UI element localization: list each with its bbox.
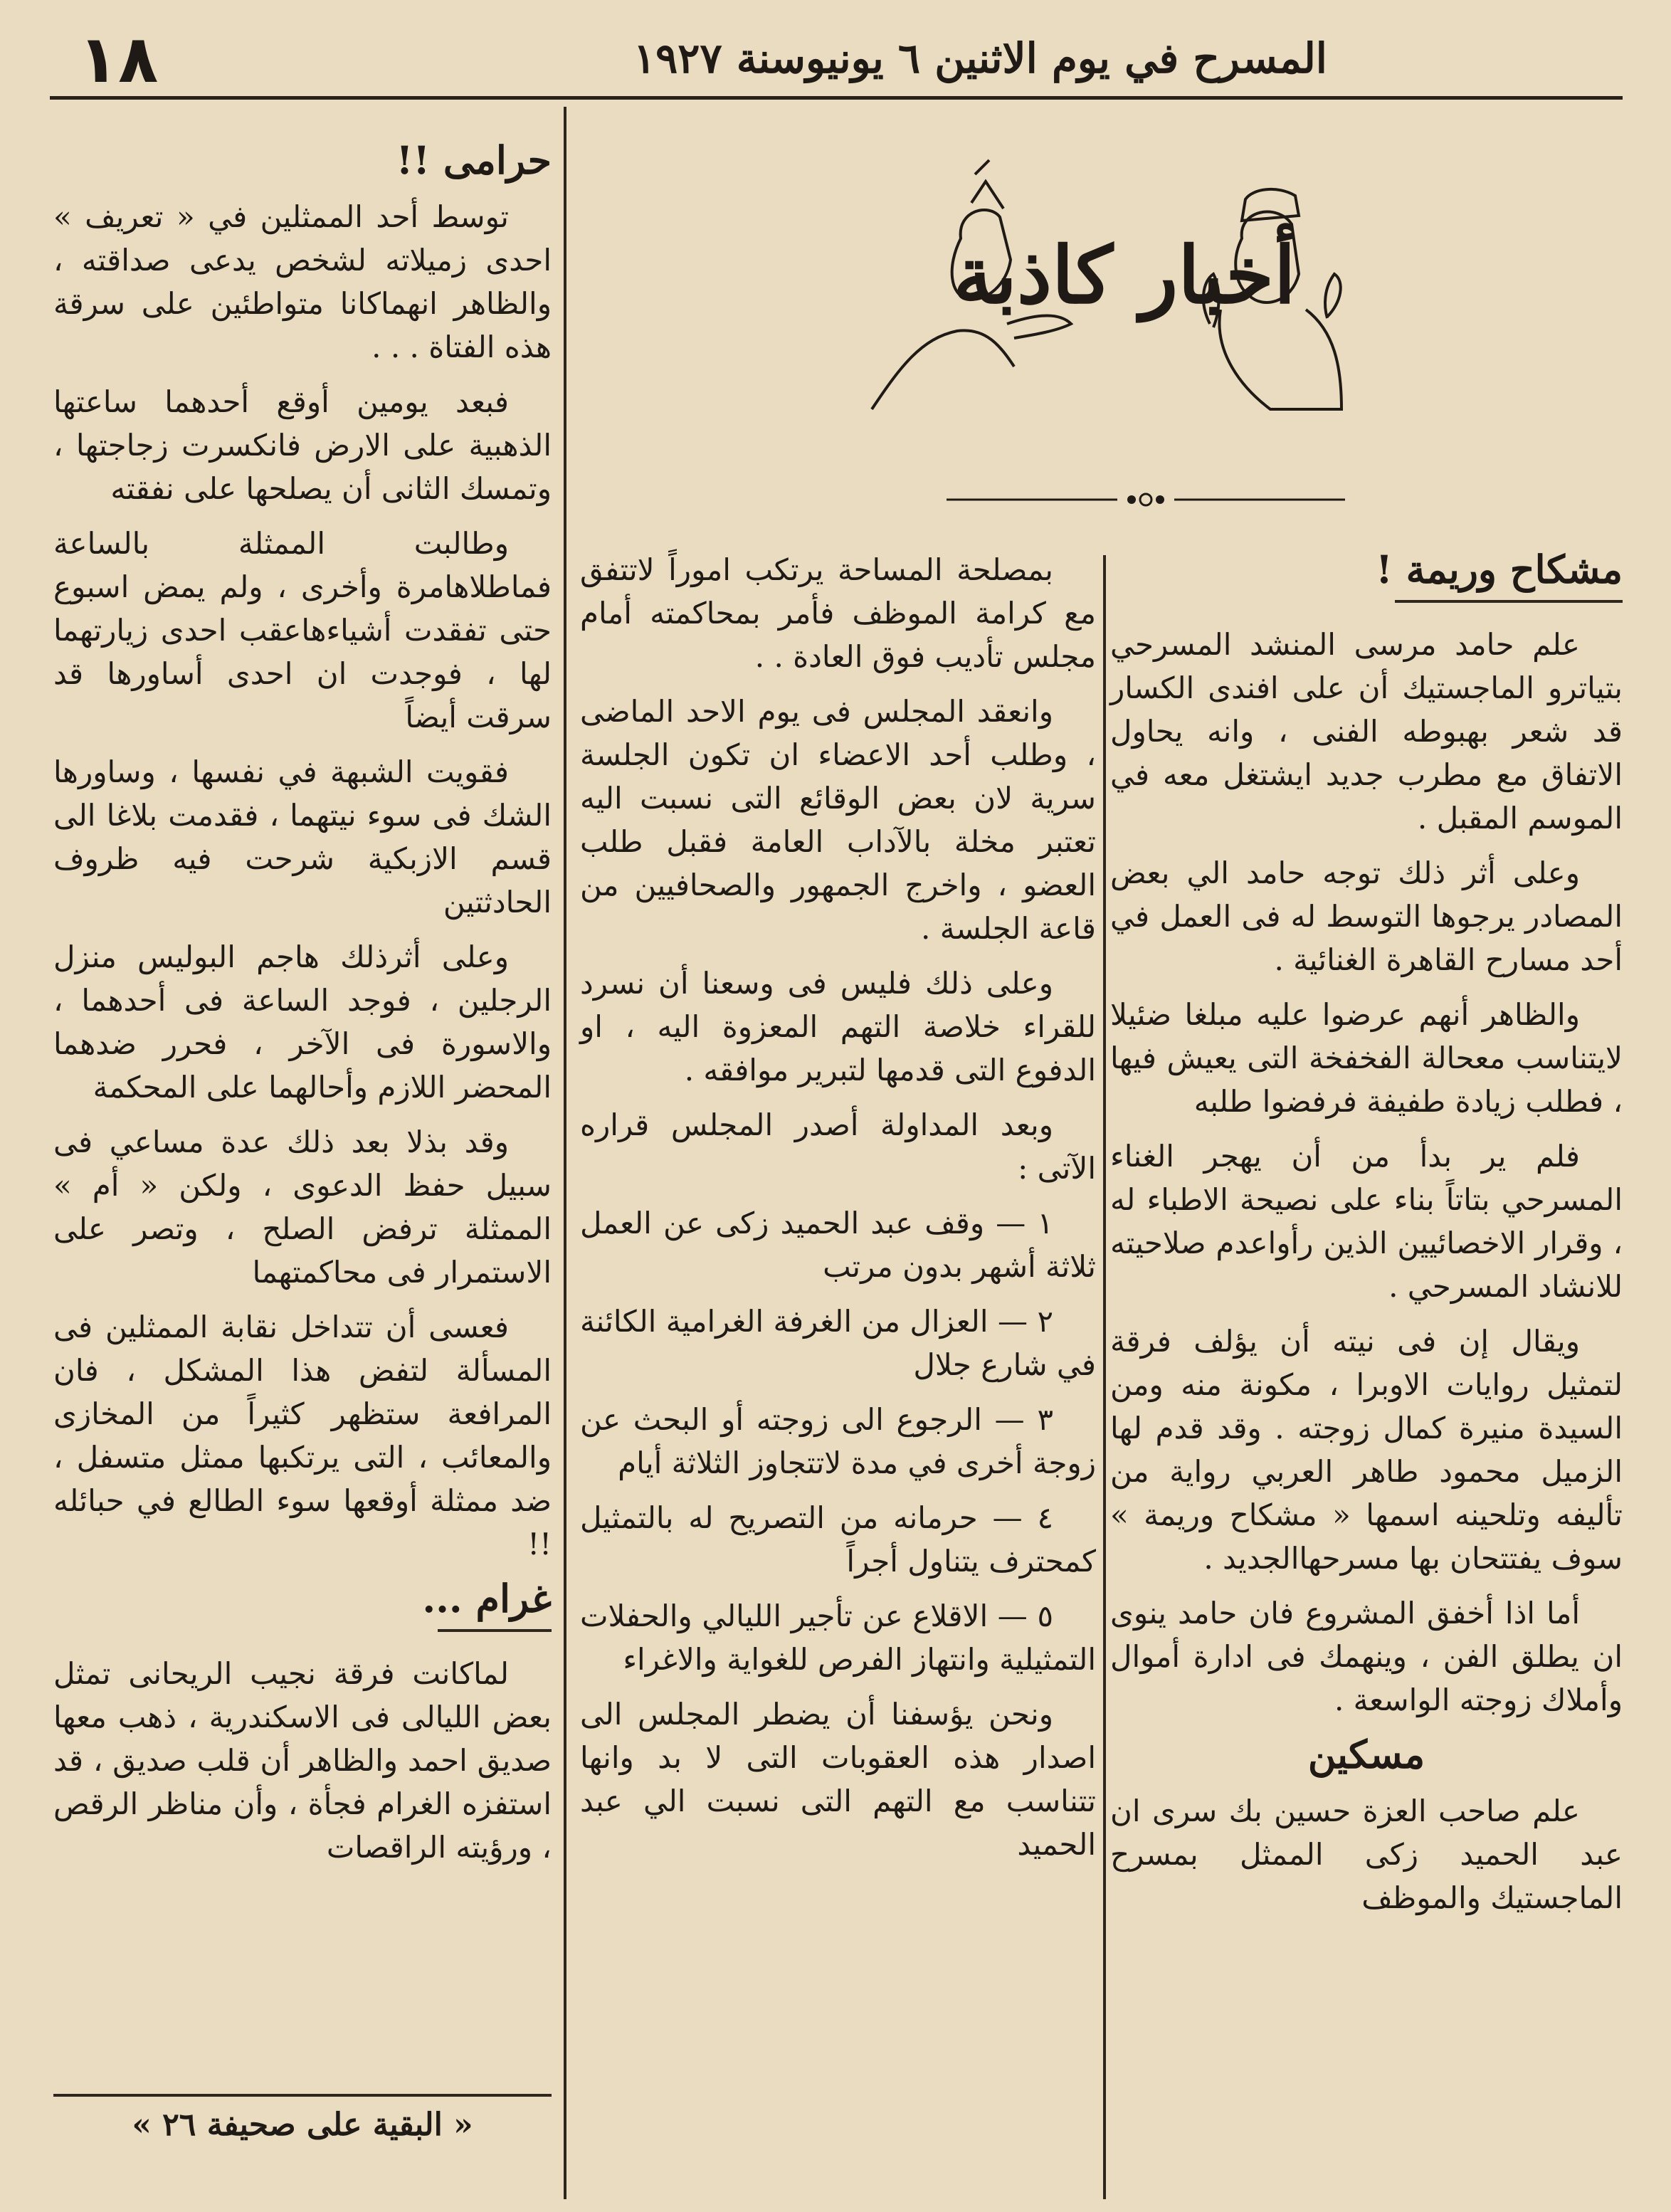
ornament-divider	[947, 491, 1345, 508]
paragraph: علم حامد مرسى المنشد المسرحي بتياترو الماجستيك أن على افندى الكسار قد شعر بهبوطه الفنى ، وانه يحاول الاتفاق مع مطرب جديد ايشتغل معه في الموسم المقبل .	[1110, 627, 1623, 836]
page-number: ١٨	[78, 21, 159, 98]
paragraph: وعلى أثرذلك هاجم البوليس منزل الرجلين ، فوجد الساعة فى أحدهما ، والاسورة فى الآخر ، فحرر ضدهما المحضر اللازم وأحالهما على المحكمة	[53, 939, 552, 1105]
paragraph: بمصلحة المساحة يرتكب اموراً لاتتفق مع كرامة الموظف فأمر بمحاكمته أمام مجلس تأديب فوق العادة . .	[580, 552, 1096, 674]
paragraph: وعلى ذلك فليس فى وسعنا أن نسرد للقراء خلاصة التهم المعزوة اليه ، او الدفوع التى قدمها لتبرير موافقه .	[580, 966, 1096, 1087]
cartoon-illustration	[843, 153, 1370, 445]
list-item: ٥ — الاقلاع عن تأجير الليالي والحفلات التمثيلية وانتهاز الفرص للغواية والاغراء	[580, 1599, 1096, 1677]
paragraph: والظاهر أنهم عرضوا عليه مبلغا ضئيلا لايتناسب معحالة الفخفخة التى يعيش فيها ، فطلب زيادة طفيفة فرفضوا طلبه	[1110, 997, 1623, 1119]
art-title: أخبار كاذبة	[953, 229, 1296, 321]
paragraph: وقد بذلا بعد ذلك عدة مساعي فى سبيل حفظ الدعوى ، ولكن « أم » الممثلة ترفض الصلح ، وتصر على الاستمرار فى محاكمتهما	[53, 1125, 552, 1290]
paragraph: وعلى أثر ذلك توجه حامد الي بعض المصادر يرجوها التوسط له فى العمل في أحد مسارح القاهرة الغنائية .	[1110, 855, 1623, 977]
section-title: حرامى !!	[396, 137, 552, 183]
paragraph: فبعد يومين أوقع أحدهما ساعتها الذهبية على الارض فانكسرت زجاجتها ، وتمسك الثانى أن يصلحها على نفقته	[53, 384, 552, 506]
column-rule	[1103, 555, 1106, 2199]
paragraph: ونحن يؤسفنا أن يضطر المجلس الى اصدار هذه العقوبات التى لا بد وانها تتناسب مع التهم التى نسبت الي عبد الحميد	[580, 1697, 1096, 1862]
middle-column	[580, 548, 1096, 1877]
list-item: ١ — وقف عبد الحميد زكى عن العمل ثلاثة أشهر بدون مرتب	[580, 1206, 1096, 1284]
paragraph: أما اذا أخفق المشروع فان حامد ينوى ان يطلق الفن ، وينهمك فى ادارة أموال وأملاك زوجته الواسعة .	[1110, 1596, 1623, 1717]
paragraph: فلم ير بدأ من أن يهجر الغناء المسرحي بتاتاً بناء على نصيحة الاطباء له ، وقرار الاخصائيين الذين رأواعدم صلاحيته للانشاد المسرحي .	[1110, 1139, 1623, 1304]
paragraph: توسط أحد الممثلين في « تعريف » احدى زميلاته لشخص يدعى صداقته ، والظاهر انهماكانا متواطئين على سرقة هذه الفتاة . . .	[53, 199, 552, 364]
column-rule	[564, 107, 566, 2199]
list-item: ٤ — حرمانه من التصريح له بالتمثيل كمحترف يتناول أجراً	[580, 1500, 1096, 1579]
section-title: مشكاح وريمة !	[1376, 547, 1623, 592]
title-underline	[1395, 600, 1623, 603]
paragraph: ويقال إن فى نيته أن يؤلف فرقة لتمثيل روايات الاوبرا ، مكونة منه ومن السيدة منيرة كمال زوجته . وقد قدم لها الزميل محمود طاهر العربي رواية من تأليفه وتلحينه اسمها « مشكاح وريمة » سوف يفتتحان بها مسرحهاالجديد .	[1110, 1324, 1623, 1576]
running-head: المسرح في يوم الاثنين ٦ يونيوسنة ١٩٢٧	[633, 34, 1327, 83]
paragraph: لماكانت فرقة نجيب الريحانى تمثل بعض الليالى فى الاسكندرية ، ذهب معها صديق احمد والظاهر أن قلب صديق ، قد استفزه الغرام فجأة ، وأن مناظر الرقص ، ورؤيته الراقصات	[53, 1656, 552, 1865]
paragraph: وطالبت الممثلة بالساعة فماطلاهامرة وأخرى ، ولم يمض اسبوع حتى تفقدت أشياءهاعقب احدى زيارتهما لها ، فوجدت ان احدى أساورها قد سرقت أيضاً	[53, 526, 552, 734]
paragraph: وانعقد المجلس فى يوم الاحد الماضى ، وطلب أحد الاعضاء ان تكون الجلسة سرية لان بعض الوقائع التى نسبت اليه تعتبر مخلة بالآداب العامة فقبل طلب العضو ، واخرج الجمهور والصحافيين من قاعة الجلسة .	[580, 694, 1096, 946]
right-column	[1110, 548, 1623, 1931]
left-column	[53, 139, 552, 1880]
paragraph: فقويت الشبهة في نفسها ، وساورها الشك فى سوء نيتهما ، فقدمت بلاغا الى قسم الازبكية شرحت فيه ظروف الحادثتين	[53, 754, 552, 920]
continued-note: « البقية على صحيفة ٢٦ »	[132, 2107, 473, 2143]
list-item: ٣ — الرجوع الى زوجته أو البحث عن زوجة أخرى في مدة لاتتجاوز الثلاثة أيام	[580, 1402, 1096, 1480]
paragraph: وبعد المداولة أصدر المجلس قراره الآتى :	[580, 1107, 1096, 1186]
title-underline	[438, 1629, 552, 1632]
page-header	[50, 21, 1623, 100]
list-item: ٢ — العزال من الغرفة الغرامية الكائنة في شارع جلال	[580, 1304, 1096, 1382]
section-title: غرام ...	[422, 1576, 552, 1621]
paragraph: فعسى أن تتداخل نقابة الممثلين فى المسألة لتفض هذا المشكل ، فان المرافعة ستظهر كثيراً من المخازى والمعائب ، التى يرتكبها ممثل متسفل ، ضد ممثلة أوقعها سوء الطالع في حبائله !!	[53, 1310, 552, 1561]
section-title: مسكين	[1307, 1732, 1425, 1777]
footer-rule	[53, 2094, 552, 2097]
paragraph: علم صاحب العزة حسين بك سرى ان عبد الحميد زكى الممثل بمسرح الماجستيك والموظف	[1110, 1794, 1623, 1915]
